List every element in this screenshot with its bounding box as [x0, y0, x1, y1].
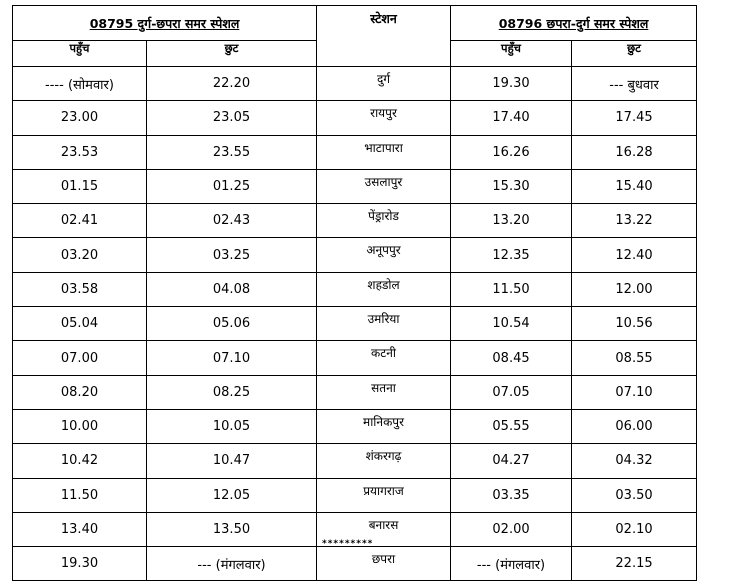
right-arrival-cell-text: 19.30: [492, 76, 530, 92]
left-departure-cell-text: 23.05: [212, 110, 251, 126]
station-name-cell-text: शहडोल: [367, 277, 400, 292]
station-name-cell: [317, 341, 451, 375]
right-departure-cell: [572, 547, 697, 581]
left-arrival-cell-text: 13.40: [60, 522, 99, 537]
station-name-cell: [317, 135, 451, 169]
left-arrival-cell-text: 02.41: [60, 213, 99, 229]
left-departure-cell-text: 10.47: [212, 453, 251, 469]
right-arrival-cell-text: 03.35: [492, 487, 530, 503]
station-header: स्टेशन: [317, 6, 451, 67]
right-departure-cell-text: 17.45: [615, 110, 653, 126]
left-arrival-cell-text: 01.15: [60, 179, 99, 195]
right-departure-cell-text: 10.56: [615, 316, 653, 332]
left-departure-cell: [147, 409, 317, 443]
left-departure-cell: [147, 375, 317, 409]
right-departure-cell: [572, 135, 697, 169]
left-departure-cell: [147, 512, 317, 546]
right-arrival-cell-text: 02.00: [492, 522, 530, 537]
table-row: [13, 204, 697, 238]
left-arrival-cell: [13, 375, 147, 409]
left-departure-cell-text: 03.25: [212, 247, 251, 263]
table-row: [13, 307, 697, 341]
right-departure-cell-text: 15.40: [615, 179, 653, 195]
right-departure-cell: [572, 169, 697, 203]
right-departure-cell-text: 16.28: [615, 144, 653, 160]
station-name-cell-text: छपरा: [371, 552, 396, 567]
left-arrival-cell: [13, 307, 147, 341]
right-arrive-header: पहुँच: [451, 41, 572, 67]
table-row: [13, 409, 697, 443]
left-arrival-cell-text: 23.53: [60, 144, 99, 160]
right-arrival-cell-text: 16.26: [492, 144, 530, 160]
left-arrival-cell-text: 03.58: [60, 281, 99, 297]
right-arrival-cell-text: --- (मंगलवार): [476, 557, 546, 573]
right-departure-cell: [572, 478, 697, 512]
right-arrival-cell-text: 15.30: [492, 179, 530, 195]
right-departure-cell-text: 06.00: [615, 419, 653, 435]
right-arrival-cell: [451, 67, 572, 101]
left-departure-cell: [147, 444, 317, 478]
right-arrival-cell-text: 10.54: [492, 316, 530, 332]
right-arrival-cell: [451, 101, 572, 135]
right-arrival-cell-text: 07.05: [492, 384, 530, 400]
right-arrival-cell-text: 13.20: [492, 213, 530, 229]
left-arrival-cell: [13, 238, 147, 272]
right-departure-cell: [572, 341, 697, 375]
right-arrival-cell: [451, 169, 572, 203]
left-departure-cell: [147, 101, 317, 135]
station-name-cell: [317, 307, 451, 341]
station-name-cell-text: कटनी: [370, 346, 397, 361]
left-departure-cell-text: 22.20: [212, 76, 251, 92]
station-name-cell: [317, 409, 451, 443]
left-departure-cell: [147, 204, 317, 238]
table-row: [13, 67, 697, 101]
station-name-cell-text: पेंड्रारोड: [368, 209, 399, 224]
right-departure-cell-text: 12.00: [615, 281, 653, 297]
right-departure-cell: [572, 204, 697, 238]
right-arrival-cell-text: 17.40: [492, 110, 530, 126]
left-arrival-cell-text: 05.04: [60, 316, 99, 332]
left-departure-cell: [147, 307, 317, 341]
station-name-cell: [317, 547, 451, 581]
table-row: [13, 272, 697, 306]
right-arrival-cell-text: 12.35: [492, 247, 530, 263]
right-departure-cell-text: 13.22: [615, 213, 653, 229]
right-departure-cell: [572, 512, 697, 546]
table-row: [13, 169, 697, 203]
station-name-cell: [317, 238, 451, 272]
station-name-cell-text: रायपुर: [370, 106, 397, 121]
station-name-cell-text: शंकरगढ़: [365, 449, 402, 464]
left-departure-cell: [147, 238, 317, 272]
station-name-cell-text: मानिकपुर: [363, 414, 405, 429]
station-name-cell: [317, 169, 451, 203]
table-row: [13, 547, 697, 581]
footer-stars: *********: [322, 539, 374, 549]
left-departure-cell-text: 08.25: [212, 384, 251, 400]
station-name-cell-text: उसलापुर: [364, 174, 403, 189]
left-arrival-cell-text: 07.00: [60, 350, 99, 366]
left-arrival-cell-text: 10.00: [60, 419, 99, 435]
station-name-cell: [317, 67, 451, 101]
right-arrival-cell-text: 11.50: [492, 281, 530, 297]
left-arrival-cell: [13, 341, 147, 375]
left-departure-cell: [147, 547, 317, 581]
left-arrival-cell: [13, 444, 147, 478]
left-departure-cell-text: --- (मंगलवार): [197, 557, 266, 573]
table-row: [13, 341, 697, 375]
right-arrival-cell: [451, 341, 572, 375]
left-departure-cell: [147, 135, 317, 169]
left-arrival-cell: [13, 512, 147, 546]
right-departure-cell-text: 04.32: [615, 453, 653, 469]
station-name-cell-text: दुर्ग: [376, 72, 391, 86]
right-arrival-cell-text: 05.55: [492, 419, 530, 435]
right-departure-cell-text: 07.10: [615, 384, 653, 400]
left-depart-header: छुट: [147, 41, 317, 67]
right-departure-cell: [572, 238, 697, 272]
right-arrival-cell: [451, 444, 572, 478]
table-row: [13, 375, 697, 409]
table-row: [13, 135, 697, 169]
timetable: [12, 5, 697, 581]
right-departure-cell: [572, 272, 697, 306]
left-departure-cell: [147, 272, 317, 306]
left-departure-cell-text: 13.50: [212, 522, 251, 537]
left-arrival-cell: [13, 67, 147, 101]
table-row: [13, 444, 697, 478]
left-departure-cell-text: 01.25: [212, 179, 251, 195]
left-arrival-cell-text: 11.50: [60, 487, 99, 503]
table-row: [13, 101, 697, 135]
right-arrival-cell: [451, 135, 572, 169]
right-departure-cell-text: 22.15: [615, 556, 653, 572]
left-departure-cell-text: 23.55: [212, 144, 251, 160]
right-departure-cell-text: --- बुधवार: [609, 77, 659, 93]
table-row: [13, 238, 697, 272]
station-name-cell: [317, 272, 451, 306]
left-arrival-cell: [13, 272, 147, 306]
station-name-cell: [317, 478, 451, 512]
left-departure-cell-text: 05.06: [212, 316, 251, 332]
station-name-cell-text: सतना: [371, 380, 396, 395]
left-arrival-cell: [13, 409, 147, 443]
right-departure-cell-text: 03.50: [615, 487, 653, 503]
right-arrival-cell: [451, 512, 572, 546]
right-departure-cell: [572, 444, 697, 478]
station-name-cell: [317, 375, 451, 409]
left-arrive-header: पहुँच: [13, 41, 147, 67]
left-arrival-cell-text: 03.20: [60, 247, 99, 263]
left-arrival-cell-text: 08.20: [60, 384, 99, 400]
station-name-cell-text: प्रयागराज: [363, 483, 404, 498]
station-name-cell-text: बनारस: [368, 517, 399, 532]
left-departure-cell: [147, 169, 317, 203]
station-name-cell-text: भाटापारा: [364, 140, 403, 155]
left-arrival-cell: [13, 478, 147, 512]
left-departure-cell-text: 02.43: [212, 213, 251, 229]
left-arrival-cell: [13, 547, 147, 581]
left-arrival-cell-text: 19.30: [60, 556, 99, 572]
left-arrival-cell: [13, 101, 147, 135]
right-departure-cell-text: 02.10: [615, 522, 653, 537]
right-departure-cell: [572, 67, 697, 101]
right-departure-cell-text: 08.55: [615, 350, 653, 366]
station-name-cell: [317, 204, 451, 238]
right-arrival-cell: [451, 478, 572, 512]
left-arrival-cell: [13, 204, 147, 238]
left-departure-cell-text: 10.05: [212, 419, 251, 435]
left-arrival-cell-text: ---- (सोमवार): [45, 77, 114, 93]
right-departure-cell-text: 12.40: [615, 247, 653, 263]
right-arrival-cell: [451, 238, 572, 272]
left-departure-cell-text: 04.08: [212, 281, 251, 297]
right-departure-cell: [572, 101, 697, 135]
left-arrival-cell-text: 10.42: [60, 453, 99, 469]
left-arrival-cell: [13, 135, 147, 169]
table-row: [13, 478, 697, 512]
left-departure-cell-text: 12.05: [212, 487, 251, 503]
right-train-title: 08796 छपरा-दुर्ग समर स्पेशल: [451, 6, 697, 41]
left-train-title: 08795 दुर्ग-छपरा समर स्पेशल: [13, 6, 317, 41]
right-arrival-cell: [451, 272, 572, 306]
left-departure-cell: [147, 341, 317, 375]
right-arrival-cell-text: 08.45: [492, 350, 530, 366]
timetable-body: [13, 67, 697, 581]
right-arrival-cell: [451, 409, 572, 443]
right-arrival-cell: [451, 204, 572, 238]
right-departure-cell: [572, 307, 697, 341]
right-departure-cell: [572, 375, 697, 409]
station-name-cell-text: उमरिया: [367, 312, 400, 327]
station-name-cell: [317, 101, 451, 135]
left-departure-cell: [147, 67, 317, 101]
station-name-cell-text: अनूपपुर: [366, 243, 401, 258]
station-name-cell: [317, 444, 451, 478]
right-arrival-cell: [451, 307, 572, 341]
right-departure-cell: [572, 409, 697, 443]
right-depart-header: छुट: [572, 41, 697, 67]
left-departure-cell-text: 07.10: [212, 350, 251, 366]
left-arrival-cell: [13, 169, 147, 203]
right-arrival-cell: [451, 375, 572, 409]
left-departure-cell: [147, 478, 317, 512]
right-arrival-cell-text: 04.27: [492, 453, 530, 469]
right-arrival-cell: [451, 547, 572, 581]
left-arrival-cell-text: 23.00: [60, 110, 99, 126]
